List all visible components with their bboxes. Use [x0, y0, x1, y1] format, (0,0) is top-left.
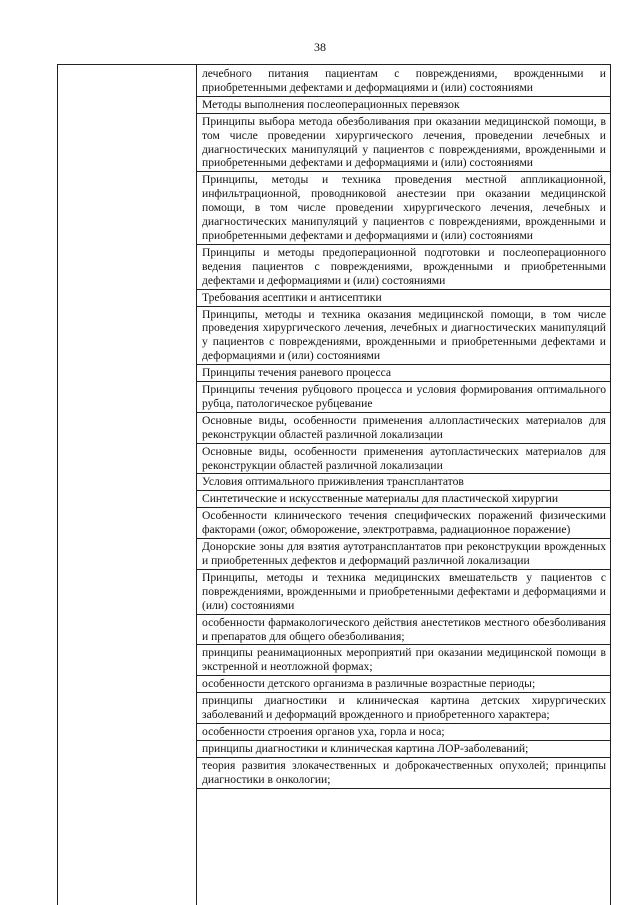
- table-row: Донорские зоны для взятия аутотрансплантатов при реконструкции врожденных и приобретенных дефектов и деформаций различной локализации: [197, 539, 610, 570]
- table-row: теория развития злокачественных и доброкачественных опухолей; принципы диагностики в онкологии;: [197, 758, 610, 789]
- table-row: Принципы, методы и техника медицинских вмешательств у пациентов с повреждениями, врожденными и приобретенными дефектами и деформациями и (или) состояниями: [197, 570, 610, 615]
- table-row: особенности фармакологического действия анестетиков местного обезболивания и препаратов для общего обезболивания;: [197, 615, 610, 646]
- table-row: Принципы, методы и техника проведения местной аппликационной, инфильтрационной, проводниковой анестезии при оказании медицинской помощи, в том числе проведении хирургического лечения, лечебных и диагностических манипуляций у пациентов с повреждениями, врожденными и приобретенными дефектами и деформациями и (или) состояниями: [197, 172, 610, 245]
- table-row: принципы диагностики и клиническая картина детских хирургических заболеваний и деформаций врожденного и приобретенного характера;: [197, 693, 610, 724]
- empty-left-column: [58, 65, 197, 905]
- table-row: принципы диагностики и клиническая картина ЛОР-заболеваний;: [197, 741, 610, 758]
- table-row: Принципы течения раневого процесса: [197, 365, 610, 382]
- table-row: Принципы и методы предоперационной подготовки и послеоперационного ведения пациентов с повреждениями, врожденными и приобретенными дефектами и деформациями и (или) состояниями: [197, 245, 610, 290]
- table-row: принципы реанимационных мероприятий при оказании медицинской помощи в экстренной и неотложной формах;: [197, 645, 610, 676]
- table-rows: [197, 65, 610, 789]
- table-row: лечебного питания пациентам с повреждениями, врожденными и приобретенными дефектами и деформациями и (или) состояниями: [197, 65, 610, 97]
- table-row: Условия оптимального приживления трансплантатов: [197, 474, 610, 491]
- table-row: особенности строения органов уха, горла и носа;: [197, 724, 610, 741]
- table-row: Основные виды, особенности применения аллопластических материалов для реконструкции областей различной локализации: [197, 413, 610, 444]
- table-row: Принципы течения рубцового процесса и условия формирования оптимального рубца, патологическое рубцевание: [197, 382, 610, 413]
- table-row: Основные виды, особенности применения аутопластических материалов для реконструкции областей различной локализации: [197, 444, 610, 475]
- table-row: особенности детского организма в различные возрастные периоды;: [197, 676, 610, 693]
- table-row: Принципы выбора метода обезболивания при оказании медицинской помощи, в том числе проведении хирургического лечения, проведении лечебных и диагностических манипуляций у пациентов с повреждениями, врожденными и приобретенными дефектами и деформациями и (или) состояниями: [197, 114, 610, 173]
- table-row: Требования асептики и антисептики: [197, 290, 610, 307]
- requirements-table: [57, 64, 611, 905]
- table-row: Принципы, методы и техника оказания медицинской помощи, в том числе проведения хирургического лечения, лечебных и диагностических манипуляций у пациентов с повреждениями, врожденными и приобретенными дефектами и деформациями и (или) состояниями: [197, 307, 610, 366]
- page-number: 38: [314, 40, 326, 54]
- table-row: Особенности клинического течения специфических поражений физическими факторами (ожог, обморожение, электротравма, радиационное поражение): [197, 508, 610, 539]
- table-row: Методы выполнения послеоперационных перевязок: [197, 97, 610, 114]
- table-row: Синтетические и искусственные материалы для пластической хирургии: [197, 491, 610, 508]
